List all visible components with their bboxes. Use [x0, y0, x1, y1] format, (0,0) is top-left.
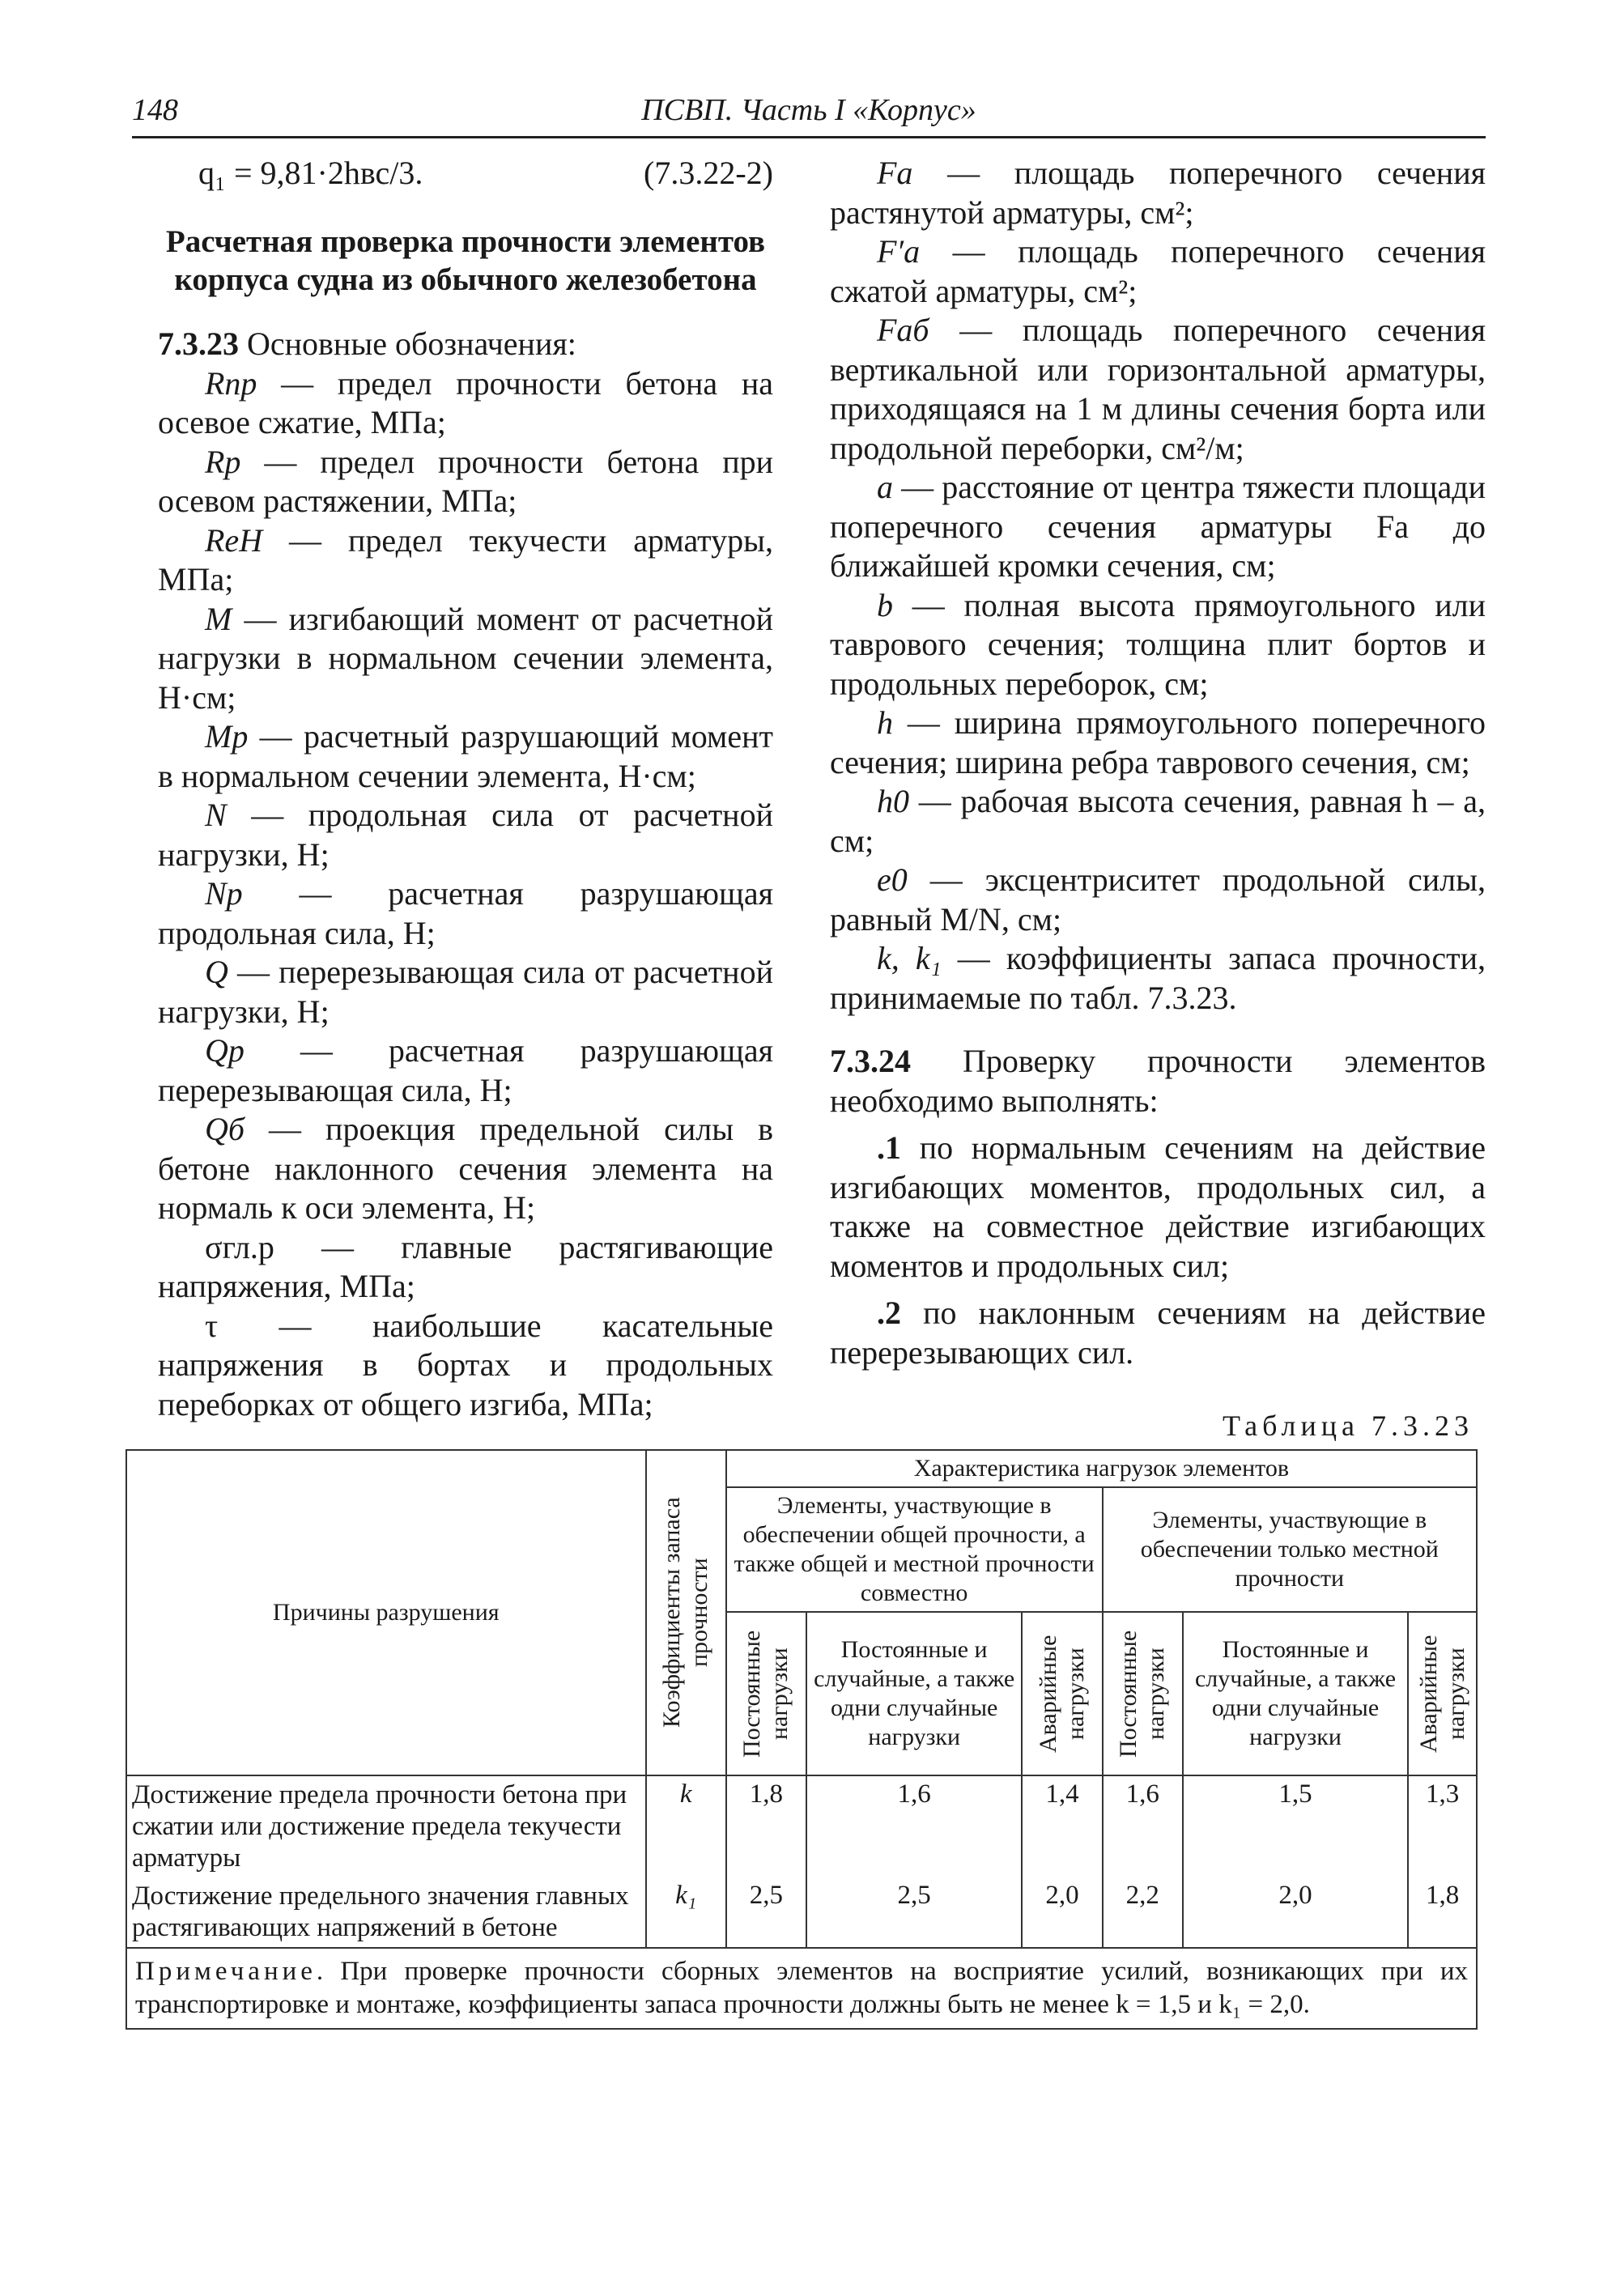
definition-symbol: h [877, 704, 893, 741]
definition [830, 704, 1486, 782]
header-emergency-text: Аварийные нагрузки [1414, 1635, 1469, 1753]
definition-symbol: Fаб [877, 312, 929, 348]
section-number: 7.3.23 [158, 325, 239, 362]
definition [158, 600, 773, 718]
definition-symbol: e0 [877, 861, 908, 898]
header-subgroup-general: Элементы, участвующие в обеспечении общей прочности, а также общей и местной прочности совместно [726, 1487, 1103, 1612]
header-emergency-text: Аварийные нагрузки [1034, 1635, 1089, 1753]
header-mixed-1: Постоянные и случайные, а также одни случайные нагрузки [806, 1612, 1022, 1775]
definition [158, 717, 773, 796]
definition [158, 874, 773, 953]
definition [830, 782, 1486, 861]
definition-symbol: Qб [205, 1111, 245, 1147]
definition-symbol: h0 [877, 783, 909, 819]
definition-symbol: σгл.р [205, 1228, 274, 1265]
definition-text: — наибольшие касательные напряжения в бортах и продольных переборках от общего изгиба, МПа; [158, 1307, 773, 1422]
definition-text: — эксцентриситет продольной силы, равный M/N, см; [830, 861, 1486, 938]
item-text: по наклонным сечениям на действие перерезывающих сил. [830, 1295, 1486, 1371]
list-item [830, 1129, 1486, 1286]
definition-symbol: M [205, 600, 232, 637]
definition-symbol: τ [205, 1307, 219, 1344]
definition-text: — главные растягивающие напряжения, МПа; [158, 1228, 773, 1304]
definition [158, 1031, 773, 1110]
definition [830, 468, 1486, 586]
row-reason: Достижение предела прочности бетона при сжатии или достижение предела текучести арматуры [126, 1775, 646, 1877]
definition-text: — предел прочности бетона при осевом растяжении, МПа; [158, 443, 773, 519]
definition-text: — площадь поперечного сечения вертикальной или горизонтальной арматуры, приходящаяся на 1 м длины сечения борта или продольной переборки, см²/м; [830, 312, 1486, 466]
definition-text: — расстояние от центра тяжести площади поперечного сечения арматуры Fа до ближайшей кромки сечения, см; [830, 469, 1486, 584]
definition [830, 861, 1486, 939]
definition [158, 364, 773, 443]
definition-text: — площадь поперечного сечения растянутой арматуры, см²; [830, 155, 1486, 231]
row-value: 2,0 [1022, 1877, 1102, 1948]
row-value: 2,5 [726, 1877, 806, 1948]
row-value: 1,8 [1408, 1877, 1477, 1948]
row-value: 1,3 [1408, 1775, 1477, 1877]
row-value: 1,6 [1103, 1775, 1183, 1877]
definition-symbol: Fа [877, 155, 913, 191]
header-permanent-1 [726, 1612, 806, 1775]
definition-symbol: Nр [205, 875, 243, 912]
definition-text: — рабочая высота сечения, равная h – a, см; [830, 783, 1486, 859]
definition [158, 521, 773, 600]
header-load-group: Характеристика нагрузок элементов [726, 1450, 1477, 1487]
section-7-3-24 [830, 1042, 1486, 1120]
right-column [830, 154, 1486, 1372]
formula: q₁ = 9,81·2hвс/3. [198, 155, 423, 191]
section-7-3-23-intro [158, 325, 773, 364]
definition-text: — изгибающий момент от расчетной нагрузки в нормальном сечении элемента, Н·см; [158, 600, 773, 716]
definition-symbol: Rр [205, 443, 241, 480]
page-number: 148 [132, 93, 178, 127]
definition [158, 1307, 773, 1425]
item-number: .1 [877, 1129, 901, 1166]
definition-text: — продольная сила от расчетной нагрузки, Н; [158, 797, 773, 873]
header-coefficient [646, 1450, 726, 1775]
note-text: . При проверке прочности сборных элементов на восприятие усилий, возникающих при их транспортировке и монтаже, коэффициенты запаса прочности должны быть не менее k = 1,5 и k₁ = 2,0. [135, 1957, 1468, 2019]
definition [158, 953, 773, 1031]
definition [830, 586, 1486, 704]
note-label: Примечание [135, 1957, 317, 1986]
running-header [132, 89, 1486, 138]
definition-symbol: Qр [205, 1032, 245, 1069]
definition-text: — расчетная разрушающая продольная сила, Н; [158, 875, 773, 951]
definition-text: — предел текучести арматуры, МПа; [158, 521, 773, 597]
definition [158, 1228, 773, 1307]
list-item [830, 1294, 1486, 1372]
row-reason: Достижение предельного значения главных растягивающих напряжений в бетоне [126, 1877, 646, 1948]
definition-symbol: k, k₁ [877, 940, 942, 976]
definition-symbol: ReH [205, 521, 263, 559]
row-value: 2,2 [1103, 1877, 1183, 1948]
definition-symbol: Rпр [205, 364, 257, 402]
definition-text: — перерезывающая сила от расчетной нагрузки, Н; [158, 954, 773, 1030]
row-coefficient: k₁ [646, 1877, 726, 1948]
definition [830, 154, 1486, 232]
definition-text: — коэффициенты запаса прочности, принимаемые по табл. 7.3.23. [830, 940, 1486, 1016]
header-reason: Причины разрушения [126, 1450, 646, 1775]
section-text: Проверку прочности элементов необходимо выполнять: [830, 1043, 1486, 1119]
table-row [126, 1775, 1477, 1877]
definition [830, 311, 1486, 468]
row-value: 1,6 [806, 1775, 1022, 1877]
formula-block [158, 154, 773, 198]
section-number: 7.3.24 [830, 1043, 911, 1079]
row-value: 2,5 [806, 1877, 1022, 1948]
definition-text: — предел прочности бетона на осевое сжатие, МПа; [158, 364, 773, 440]
definition-symbol: F′а [877, 233, 921, 270]
definition-symbol: Q [205, 954, 228, 990]
definition [158, 1110, 773, 1228]
definition-symbol: N [205, 797, 227, 833]
definition [830, 232, 1486, 311]
row-value: 1,8 [726, 1775, 806, 1877]
data-table [125, 1449, 1478, 2030]
header-mixed-2: Постоянные и случайные, а также одни случайные нагрузки [1183, 1612, 1408, 1775]
table-note [126, 1948, 1477, 2029]
definition [830, 939, 1486, 1018]
header-coefficient-text: Коэффициенты запаса прочности [658, 1497, 713, 1728]
header-subgroup-local: Элементы, участвующие в обеспечении только местной прочности [1103, 1487, 1477, 1612]
definition-text: — расчетная разрушающая перерезывающая сила, Н; [158, 1032, 773, 1108]
definition-symbol: a [877, 469, 893, 505]
header-emergency-2 [1408, 1612, 1477, 1775]
definition [158, 796, 773, 874]
header-permanent-text: Постоянные нагрузки [738, 1630, 793, 1758]
definition-text: — проекция предельной силы в бетоне наклонного сечения элемента на нормаль к оси элемента, Н; [158, 1111, 773, 1226]
running-title: ПСВП. Часть I «Корпус» [641, 93, 976, 127]
definition-text: — расчетный разрушающий момент в нормальном сечении элемента, Н·см; [158, 718, 773, 794]
definition-text: — ширина прямоугольного поперечного сечения; ширина ребра таврового сечения, см; [830, 704, 1486, 780]
row-value: 1,4 [1022, 1775, 1102, 1877]
formula-number: (7.3.22-2) [644, 155, 773, 191]
row-value: 1,5 [1183, 1775, 1408, 1877]
left-column [158, 154, 773, 1424]
definition-text: — площадь поперечного сечения сжатой арматуры, см²; [830, 233, 1486, 309]
definition-symbol: b [877, 586, 893, 623]
header-permanent-text: Постоянные нагрузки [1115, 1630, 1170, 1758]
section-heading: Расчетная проверка прочности элементов корпуса судна из обычного железобетона [165, 224, 766, 297]
row-coefficient: k [646, 1775, 726, 1877]
header-permanent-2 [1103, 1612, 1183, 1775]
definition-symbol: Mр [205, 718, 249, 755]
section-intro-text: Основные обозначения: [247, 325, 576, 362]
definition [158, 443, 773, 521]
definition-text: — полная высота прямоугольного или таврового сечения; толщина плит бортов и продольных переборок, см; [830, 586, 1486, 702]
table-row [126, 1877, 1477, 1948]
table-caption: Таблица 7.3.23 [1223, 1409, 1474, 1442]
row-value: 2,0 [1183, 1877, 1408, 1948]
item-text: по нормальным сечениям на действие изгибающих моментов, продольных сил, а также на совместное действие изгибающих моментов и продольных сил; [830, 1129, 1486, 1284]
item-number: .2 [877, 1295, 901, 1331]
header-emergency-1 [1022, 1612, 1102, 1775]
